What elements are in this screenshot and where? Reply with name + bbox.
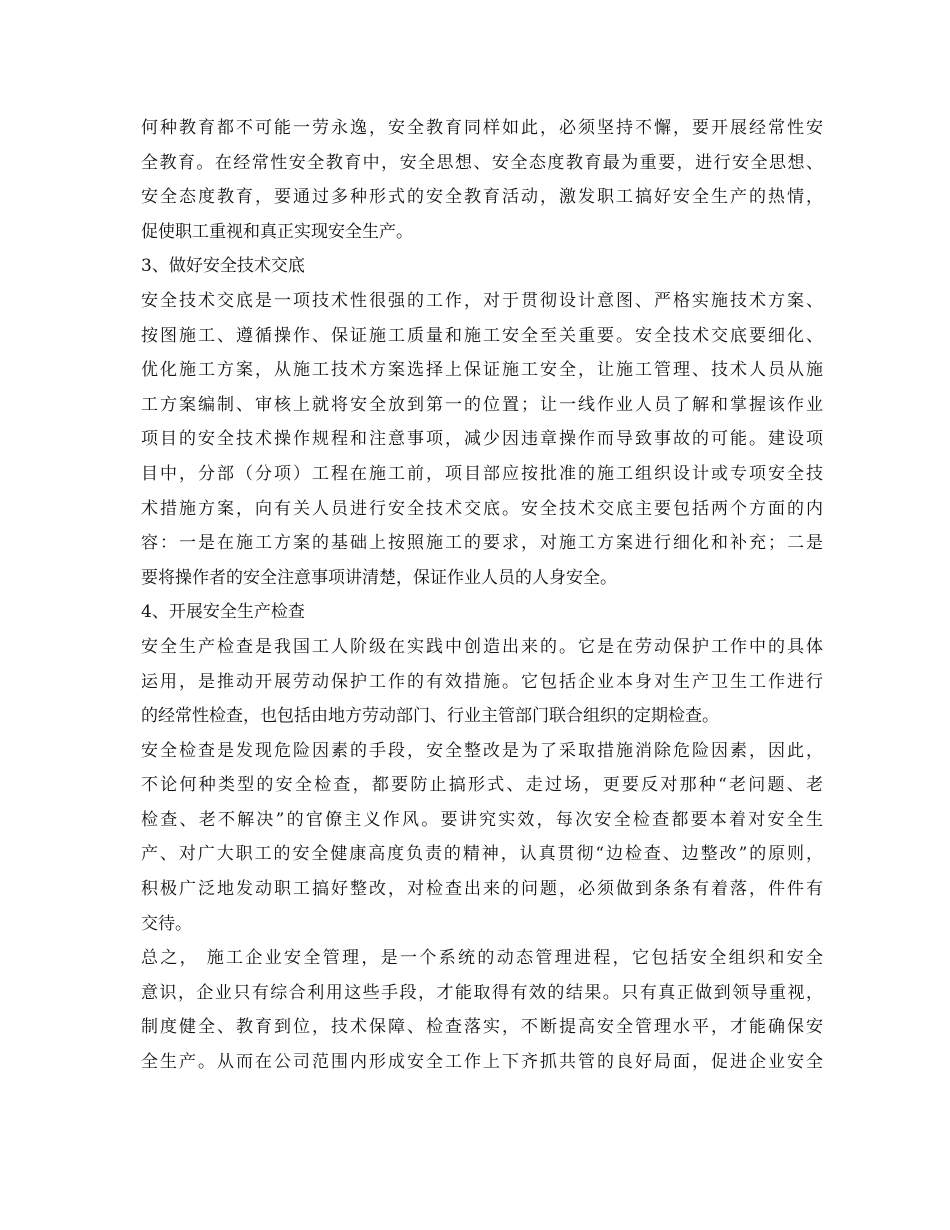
text-line: 要将操作者的安全注意事项讲清楚，保证作业人员的人身安全。 <box>141 567 617 588</box>
text-line: 优化施工方案，从施工技术方案选择上保证施工安全，让施工管理、技术人员从施 <box>141 360 823 381</box>
text-line: 项目的安全技术操作规程和注意事项，减少因违章操作而导致事故的可能。建设项 <box>141 429 823 450</box>
text-line: 按图施工、遵循操作、保证施工质量和施工安全至关重要。安全技术交底要细化、 <box>141 325 823 346</box>
text-line: 全生产。从而在公司范围内形成安全工作上下齐抓共管的良好局面，促进企业安全 <box>141 1052 823 1073</box>
text-line: 目中，分部（分项）工程在施工前，项目部应按批准的施工组织设计或专项安全技 <box>141 463 823 484</box>
text-line: 促使职工重视和真正实现安全生产。 <box>141 221 413 242</box>
text-line: 工方案编制、审核上就将安全放到第一的位置；让一线作业人员了解和掌握该作业 <box>141 394 823 415</box>
text-line: 安全态度教育，要通过多种形式的安全教育活动，激发职工搞好安全生产的热情， <box>141 187 823 208</box>
text-line: 产、对广大职工的安全健康高度负责的精神，认真贯彻“边检查、边整改”的原则， <box>141 844 823 865</box>
text-line: 制度健全、教育到位，技术保障、检查落实，不断提高安全管理水平，才能确保安 <box>141 1017 823 1038</box>
text-line: 总之， 施工企业安全管理，是一个系统的动态管理进程，它包括安全组织和安全 <box>141 948 823 969</box>
text-line: 交待。 <box>141 913 192 934</box>
text-line: 全教育。在经常性安全教育中，安全思想、安全态度教育最为重要，进行安全思想、 <box>141 152 823 173</box>
text-line: 不论何种类型的安全检查，都要防止搞形式、走过场，更要反对那种“老问题、老 <box>141 775 823 796</box>
section-heading: 3、做好安全技术交底 <box>141 256 305 277</box>
text-line: 安全生产检查是我国工人阶级在实践中创造出来的。它是在劳动保护工作中的具体 <box>141 636 823 657</box>
text-line: 的经常性检查，也包括由地方劳动部门、行业主管部门联合组织的定期检查。 <box>141 706 719 727</box>
text-line: 运用，是推动开展劳动保护工作的有效措施。它包括企业本身对生产卫生工作进行 <box>141 671 823 692</box>
text-line: 容：一是在施工方案的基础上按照施工的要求，对施工方案进行细化和补充；二是 <box>141 533 823 554</box>
text-line: 意识，企业只有综合利用这些手段，才能取得有效的结果。只有真正做到领导重视， <box>141 982 823 1003</box>
text-line: 积极广泛地发动职工搞好整改，对检查出来的问题，必须做到条条有着落，件件有 <box>141 879 823 900</box>
text-line: 检查、老不解决”的官僚主义作风。要讲究实效，每次安全检查都要本着对安全生 <box>141 809 823 830</box>
section-heading: 4、开展安全生产检查 <box>141 602 305 623</box>
text-line: 术措施方案，向有关人员进行安全技术交底。安全技术交底主要包括两个方面的内 <box>141 498 823 519</box>
document-page <box>141 111 823 1080</box>
text-line: 何种教育都不可能一劳永逸，安全教育同样如此，必须坚持不懈，要开展经常性安 <box>141 118 823 138</box>
text-line: 安全检查是发现危险因素的手段，安全整改是为了采取措施消除危险因素，因此， <box>141 740 823 761</box>
text-line: 安全技术交底是一项技术性很强的工作，对于贯彻设计意图、严格实施技术方案、 <box>141 290 823 311</box>
